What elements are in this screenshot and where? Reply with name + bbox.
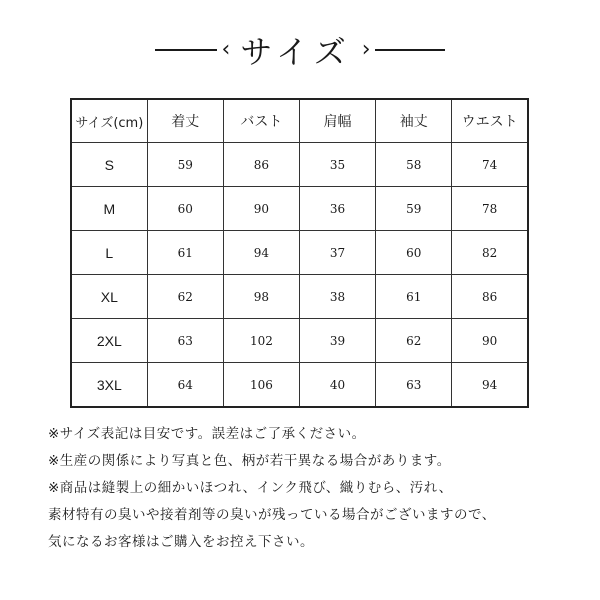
cell-bust: 102 [223,319,299,363]
size-label: S [71,143,147,187]
title-right-chevron: › [361,37,371,62]
size-label: M [71,187,147,231]
cell-shoulder: 36 [299,187,375,231]
cell-length: 59 [147,143,223,187]
title-left-chevron: ‹ [221,37,231,62]
cell-shoulder: 40 [299,363,375,408]
note-line: 素材特有の臭いや接着剤等の臭いが残っている場合がございますので、 [48,507,496,523]
cell-length: 61 [147,231,223,275]
size-label: XL [71,275,147,319]
size-table [70,98,529,408]
note-line: 気になるお客様はご購入をお控え下さい。 [48,534,314,550]
cell-length: 64 [147,363,223,408]
title-left-rule [155,49,217,51]
cell-shoulder: 35 [299,143,375,187]
cell-length: 60 [147,187,223,231]
cell-sleeve: 58 [376,143,452,187]
table-row [71,363,528,408]
cell-waist: 74 [452,143,528,187]
header-size-cm: サイズ(cm) [71,99,147,143]
cell-bust: 94 [223,231,299,275]
table-row [71,231,528,275]
cell-shoulder: 38 [299,275,375,319]
cell-length: 62 [147,275,223,319]
size-label: 2XL [71,319,147,363]
cell-shoulder: 39 [299,319,375,363]
cell-waist: 94 [452,363,528,408]
cell-sleeve: 62 [376,319,452,363]
header-length: 着丈 [147,99,223,143]
note-line: ※商品は縫製上の細かいほつれ、インク飛び、織りむら、汚れ、 [48,480,453,496]
table-header-row [71,99,528,143]
cell-bust: 90 [223,187,299,231]
table-row [71,275,528,319]
cell-waist: 82 [452,231,528,275]
size-label: 3XL [71,363,147,408]
title-text: サイズ [240,33,352,71]
cell-waist: 78 [452,187,528,231]
title-right-rule [375,49,445,51]
table-row [71,187,528,231]
table-row [71,143,528,187]
cell-bust: 98 [223,275,299,319]
cell-sleeve: 59 [376,187,452,231]
cell-sleeve: 61 [376,275,452,319]
size-label: L [71,231,147,275]
header-waist: ウエスト [452,99,528,143]
cell-sleeve: 63 [376,363,452,408]
header-shoulder: 肩幅 [299,99,375,143]
notes-block [48,421,588,556]
cell-shoulder: 37 [299,231,375,275]
cell-bust: 86 [223,143,299,187]
note-line: ※サイズ表記は目安です。誤差はご了承ください。 [48,426,366,442]
note-line: ※生産の関係により写真と色、柄が若干異なる場合があります。 [48,453,451,469]
header-bust: バスト [223,99,299,143]
cell-waist: 90 [452,319,528,363]
table-row [71,319,528,363]
header-sleeve: 袖丈 [376,99,452,143]
page-title [0,26,600,74]
cell-waist: 86 [452,275,528,319]
cell-bust: 106 [223,363,299,408]
cell-length: 63 [147,319,223,363]
cell-sleeve: 60 [376,231,452,275]
